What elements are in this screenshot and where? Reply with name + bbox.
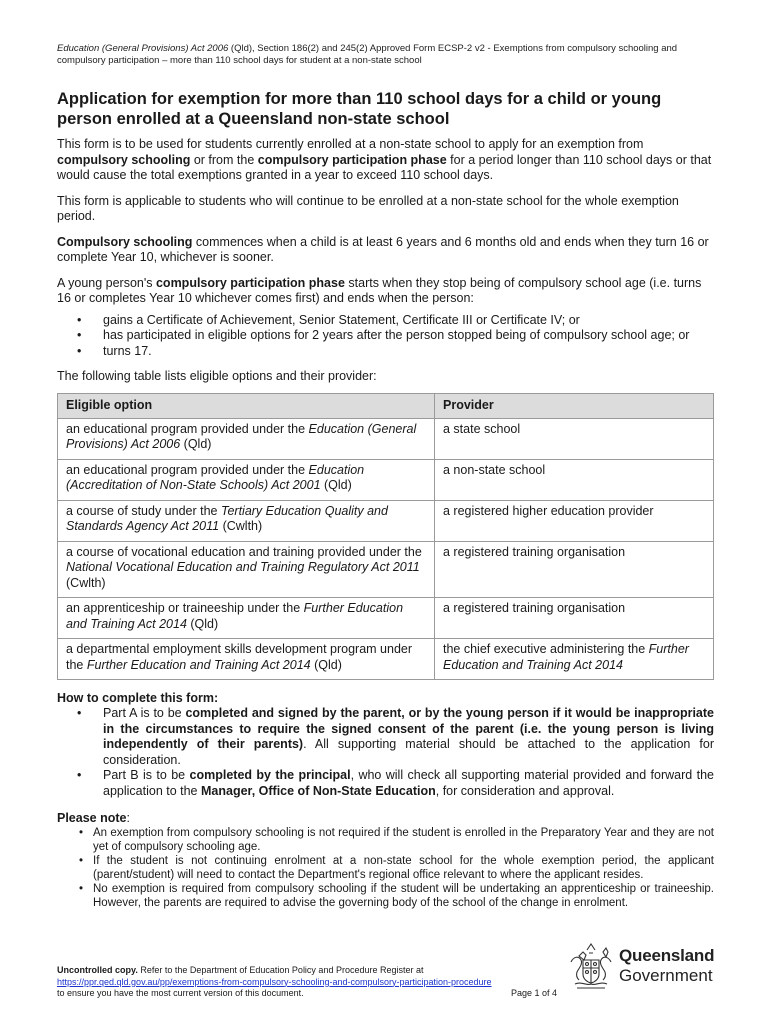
bullet-icon: •	[77, 312, 82, 327]
provider-cell: the chief executive administering the Further Education and Training Act 2014	[435, 639, 714, 680]
list-item: • If the student is not continuing enrolment at a non-state school for the whole exemption period, the applicant (parent/student) will need to contact the Department's regional office relevant to where the applicant resides.	[79, 855, 714, 881]
option-cell: a departmental employment skills development program under the Further Education and Training Act 2014 (Qld)	[58, 639, 435, 680]
act-name: Education (General Provisions) Act 2006	[57, 43, 229, 54]
option-cell: a course of vocational education and training provided under the National Vocational Education and Training Regulatory Act 2011 (Cwlth)	[58, 541, 435, 598]
intro-paragraph-2: This form is applicable to students who will continue to be enrolled at a non-state school for the whole exemption period.	[57, 193, 679, 223]
table-header-row	[58, 393, 714, 418]
provider-cell: a non-state school	[435, 459, 714, 500]
document-page	[57, 43, 714, 910]
list-item: • gains a Certificate of Achievement, Senior Statement, Certificate III or Certificate IV; or	[77, 312, 580, 327]
compulsory-schooling-definition: Compulsory schooling commences when a child is at least 6 years and 6 months old and ends when they turn 16 or complete Year 10, whichever is sooner.	[57, 234, 709, 264]
participation-end-conditions	[57, 313, 714, 360]
provider-cell: a registered training organisation	[435, 541, 714, 598]
column-header-provider: Provider	[435, 393, 714, 418]
list-item: • turns 17.	[77, 343, 152, 358]
eligible-options-table	[57, 393, 714, 681]
please-note-heading: Please note:	[57, 811, 130, 825]
list-item: • An exemption from compulsory schooling is not required if the student is enrolled in the Preparatory Year and they are not yet of compulsory schooling age.	[79, 827, 714, 853]
list-item: • has participated in eligible options for 2 years after the person stopped being of compulsory school age; or	[77, 328, 690, 342]
option-cell: an educational program provided under the Education (Accreditation of Non-State Schools) Act 2001 (Qld)	[58, 459, 435, 500]
bullet-icon: •	[79, 883, 84, 895]
list-item: • Part A is to be completed and signed by the parent, or by the young person if it would be inappropriate in the circumstances to require the signed consent of the parent (i.e. the young person is living independently of their parents). All supporting material should be attached to the application for consideration.	[77, 706, 714, 767]
option-cell: a course of study under the Tertiary Education Quality and Standards Agency Act 2011 (Cwlth)	[58, 500, 435, 541]
queensland-government-logo	[565, 942, 715, 992]
how-to-complete-list	[57, 706, 714, 799]
column-header-eligible-option: Eligible option	[58, 393, 435, 418]
page-title: Application for exemption for more than 110 school days for a child or young person enrolled at a Queensland non-state school	[57, 90, 662, 128]
table-row	[58, 459, 714, 500]
policy-register-link[interactable]: https://ppr.qed.qld.gov.au/pp/exemptions-from-compulsory-schooling-and-compulsory-participation-procedure	[57, 976, 492, 987]
table-intro: The following table lists eligible options and their provider:	[57, 369, 377, 383]
logo-wordmark: Queensland Government	[619, 946, 715, 985]
participation-phase-definition: A young person's compulsory participation phase starts when they stop being of compulsory school age (i.e. turns 16 or completes Year 10 whichever comes first) and ends when the person:	[57, 275, 702, 305]
bullet-icon: •	[79, 827, 84, 839]
table-row	[58, 598, 714, 639]
bullet-icon: •	[77, 343, 82, 358]
bullet-icon: •	[77, 328, 82, 342]
table-row	[58, 500, 714, 541]
list-item: • No exemption is required from compulsory schooling if the student will be undertaking an apprenticeship or traineeship. However, the parents are required to advise the governing body of the school of the change in enrolment.	[79, 883, 714, 909]
provider-cell: a registered training organisation	[435, 598, 714, 639]
provider-cell: a state school	[435, 418, 714, 459]
coat-of-arms-icon	[565, 942, 617, 992]
table-row	[58, 418, 714, 459]
bullet-icon: •	[77, 706, 82, 720]
bullet-icon: •	[77, 768, 82, 782]
form-reference: (Qld), Section 186(2) and 245(2) Approved Form ECSP-2 v2 - Exemptions from compulsory schooling and compulsory participation – more than 110 school days for student at a non-state school	[57, 43, 678, 66]
bullet-icon: •	[79, 855, 84, 867]
how-to-complete-heading: How to complete this form:	[57, 691, 219, 705]
intro-paragraph-1: This form is to be used for students currently enrolled at a non-state school to apply for an exemption from compulsory schooling or from the compulsory participation phase for a period longer than 110 school days or that would cause the total exemptions granted in a year to exceed 110 school days.	[57, 137, 712, 182]
table-row	[58, 639, 714, 680]
table-row	[58, 541, 714, 598]
list-item: • Part B is to be completed by the principal, who will check all supporting material provided and forward the application to the Manager, Office of Non-State Education, for consideration and approval.	[77, 768, 714, 798]
option-cell: an educational program provided under the Education (General Provisions) Act 2006 (Qld)	[58, 418, 435, 459]
uncontrolled-copy-label: Uncontrolled copy.	[57, 965, 138, 975]
provider-cell: a registered higher education provider	[435, 500, 714, 541]
option-cell: an apprenticeship or traineeship under the Further Education and Training Act 2014 (Qld)	[58, 598, 435, 639]
please-note-list	[57, 826, 714, 910]
form-header	[57, 43, 714, 67]
page-number: Page 1 of 4	[510, 988, 557, 998]
page-footer: Uncontrolled copy. Refer to the Department of Education Policy and Procedure Register at https://ppr.qed.qld.gov.au/pp/exemptions-from-compulsory-schooling-and-compulsory-participation-procedure to ensure you have the most current version of this document. Page 1 of 4	[57, 965, 557, 998]
